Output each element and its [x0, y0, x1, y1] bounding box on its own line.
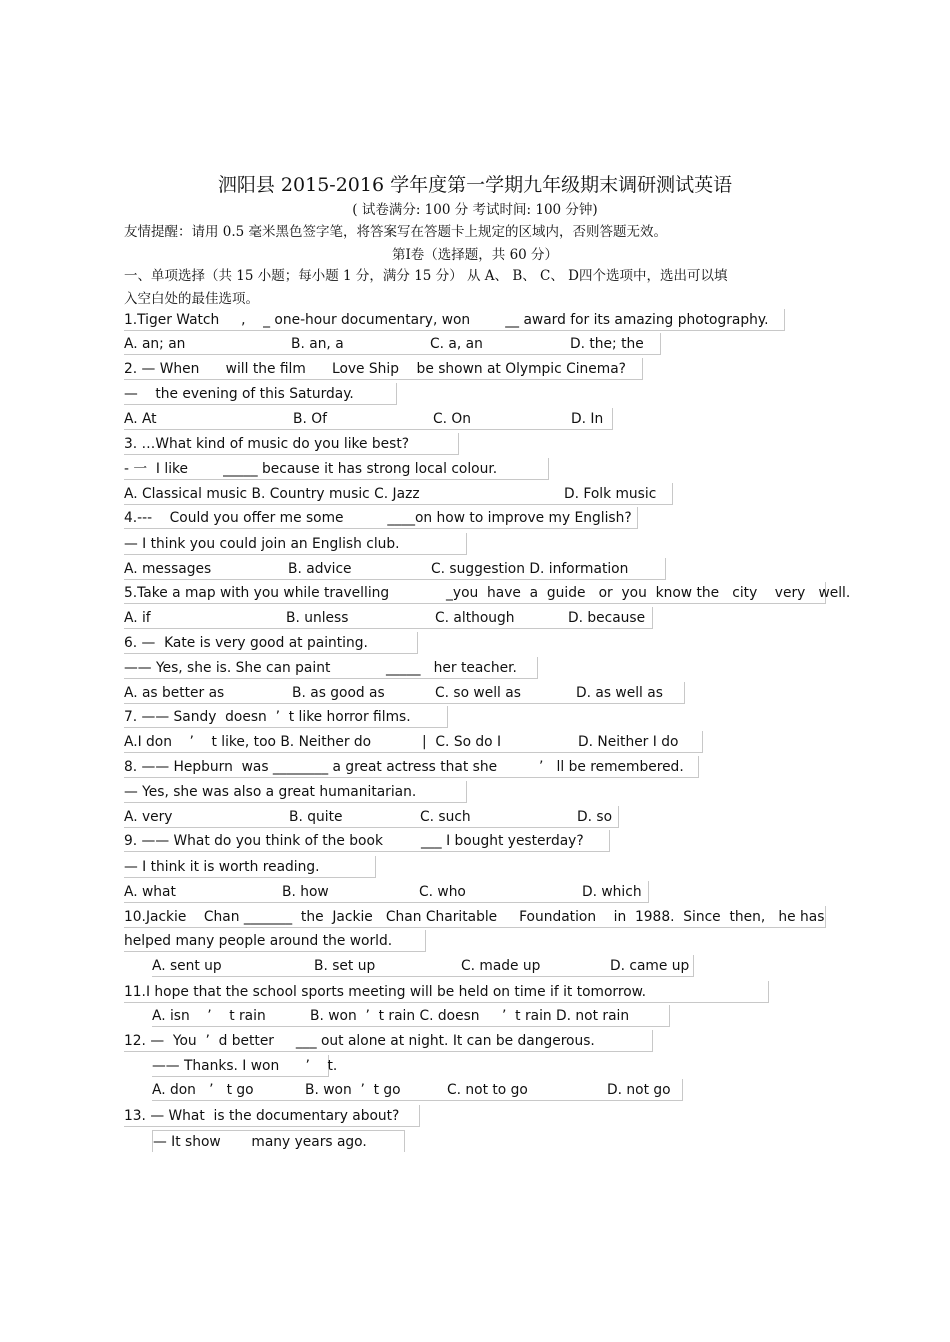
option-line [152, 955, 694, 977]
question-line [124, 756, 699, 778]
question-line [124, 657, 538, 679]
question-line [124, 507, 638, 529]
option-c: C. not to go [447, 1082, 528, 1098]
option-a: A. what [124, 884, 176, 900]
option-a: A. messages [124, 561, 212, 577]
question-line [152, 1055, 338, 1077]
line-text: 5.Take a map with you while travelling [124, 585, 390, 601]
line-text: —— Yes, she is. She can paint [124, 660, 331, 676]
line-text: 13. — What is the documentary about? [124, 1108, 400, 1124]
option-line [124, 483, 673, 505]
option-d: D. which [582, 884, 642, 900]
option-a: A. don ’ t go [152, 1082, 254, 1098]
line-text: 11.I hope that the school sports meeting will be held on time if it tomorrow. [124, 984, 647, 1000]
option-c: | C. So do I [422, 734, 502, 750]
option-b: B. advice [288, 561, 352, 577]
line-text: —— Thanks. I won ’ t. [152, 1058, 338, 1074]
line-text: _you have a guide or you know the city very well. [446, 585, 851, 601]
option-d: D. the; the [570, 336, 644, 352]
line-text: 2. — When will the film [124, 361, 306, 377]
line-text: 9. —— What do you think of the book [124, 833, 383, 849]
option-d: D. Neither I do [578, 734, 679, 750]
option-b: B. Of [293, 411, 327, 427]
question-line [124, 533, 467, 555]
section-heading: 第Ⅰ卷（选择题，共 60 分） [391, 247, 559, 263]
option-a: A. sent up [152, 958, 222, 974]
option-c: C. a, an [430, 336, 483, 352]
option-a: A. At [124, 411, 157, 427]
option-line [124, 881, 649, 903]
option-d: D. came up [610, 958, 690, 974]
question-line [124, 358, 643, 380]
line-text: — I think you could join an English club. [124, 536, 400, 552]
option-d: D. not go [607, 1082, 671, 1098]
question-line [124, 582, 851, 604]
option-a: A. isn ’ t rain [152, 1008, 266, 1024]
line-text: ___ I bought yesterday? [421, 833, 584, 849]
option-line [124, 731, 703, 753]
option-c: C. made up [461, 958, 541, 974]
reminder-text: 友情提醒：请用 0.5 毫米黑色签字笔，将答案写在答题卡上规定的区域内，否则答题无效。 [124, 224, 668, 240]
option-a: A. very [124, 809, 173, 825]
line-text: 12. — You ’ d better ___ out alone at night. It can be dangerous. [124, 1033, 595, 1049]
option-c: C. so well as [435, 685, 521, 701]
question-line [124, 383, 397, 405]
line-text: 8. —— Hepburn was ________ a great actress that she [124, 759, 498, 775]
option-line [124, 333, 661, 355]
question-line [152, 1130, 405, 1152]
option-line [124, 806, 619, 828]
question-line [124, 433, 459, 455]
option-line [152, 1005, 670, 1027]
question-line [124, 706, 448, 728]
instruction-line-2: 入空白处的最佳选项。 [124, 291, 259, 307]
option-a: A. if [124, 610, 151, 626]
option-c: C. who [419, 884, 466, 900]
option-c: C. such [420, 809, 471, 825]
line-text: _____ her teacher. [386, 660, 517, 676]
question-line [124, 981, 769, 1003]
line-text: - 一 I like _____ because it has strong local colour. [124, 461, 498, 477]
option-d: D. In [571, 411, 604, 427]
line-text: — the evening of this Saturday. [124, 386, 354, 402]
question-line [124, 930, 426, 952]
option-b: B. quite [289, 809, 343, 825]
option-b: B. won ’ t go [305, 1082, 401, 1098]
option-b: B. how [282, 884, 329, 900]
question-line [124, 856, 376, 878]
option-abc: A. Classical music B. Country music C. Jazz [124, 486, 420, 502]
option-cd: ’ t rain D. not rain [502, 1008, 630, 1024]
line-text: — I think it is worth reading. [124, 859, 320, 875]
option-d: D. as well as [576, 685, 663, 701]
option-b: B. an, a [291, 336, 344, 352]
line-text: ’ ll be remembered. [539, 759, 684, 775]
option-line [124, 558, 666, 580]
question-line [124, 781, 467, 803]
question-line [124, 1030, 653, 1052]
question-line [124, 906, 826, 928]
option-c: C. On [433, 411, 472, 427]
question-line [124, 632, 418, 654]
option-d: D. Folk music [564, 486, 657, 502]
line-text: 6. — Kate is very good at painting. [124, 635, 368, 651]
option-d: D. so [577, 809, 613, 825]
line-text: 3. …What kind of music do you like best? [124, 436, 410, 452]
question-line [124, 1105, 420, 1127]
option-cd: C. suggestion D. information [431, 561, 629, 577]
line-text: 1.Tiger Watch , _ one-hour documentary, won __ award for its amazing photography. [124, 312, 769, 328]
question-line [124, 458, 549, 480]
line-text: — Yes, she was also a great humanitarian. [124, 784, 417, 800]
option-b: B. as good as [292, 685, 385, 701]
option-a: A. an; an [124, 336, 186, 352]
option-c: C. although [435, 610, 515, 626]
option-line [124, 607, 653, 629]
option-line [152, 1079, 683, 1101]
line-text: — It show many years ago. [153, 1134, 367, 1150]
line-text: 7. —— Sandy doesn ’ t like horror films. [124, 709, 411, 725]
line-text: 4.--- Could you offer me some ____on how to improve my English? [124, 510, 632, 526]
line-text: 10.Jackie Chan _______ the Jackie Chan Charitable Foundation in 1988. Since then, he has [124, 909, 825, 925]
option-bc: B. won ’ t rain C. doesn [310, 1008, 480, 1024]
question-line [124, 309, 785, 331]
exam-title: 泗阳县 2015-2016 学年度第一学期九年级期末调研测试英语 [217, 174, 733, 196]
option-a: A. as better as [124, 685, 225, 701]
line-text: Love Ship be shown at Olympic Cinema? [332, 361, 627, 377]
option-line [124, 682, 685, 704]
option-d: D. because [568, 610, 646, 626]
instruction-line-1: 一、单项选择（共 15 小题；每小题 1 分，满分 15 分） 从 A、 B、 C、 D四个选项中，选出可以填 [124, 268, 728, 284]
option-b: B. unless [286, 610, 349, 626]
option-ab: A.I don ’ t like, too B. Neither do [124, 734, 372, 750]
question-line [124, 830, 610, 852]
option-line [124, 408, 613, 430]
line-text: helped many people around the world. [124, 933, 393, 949]
exam-subtitle: ( 试卷满分: 100 分 考试时间: 100 分钟) [352, 202, 598, 218]
option-b: B. set up [314, 958, 376, 974]
